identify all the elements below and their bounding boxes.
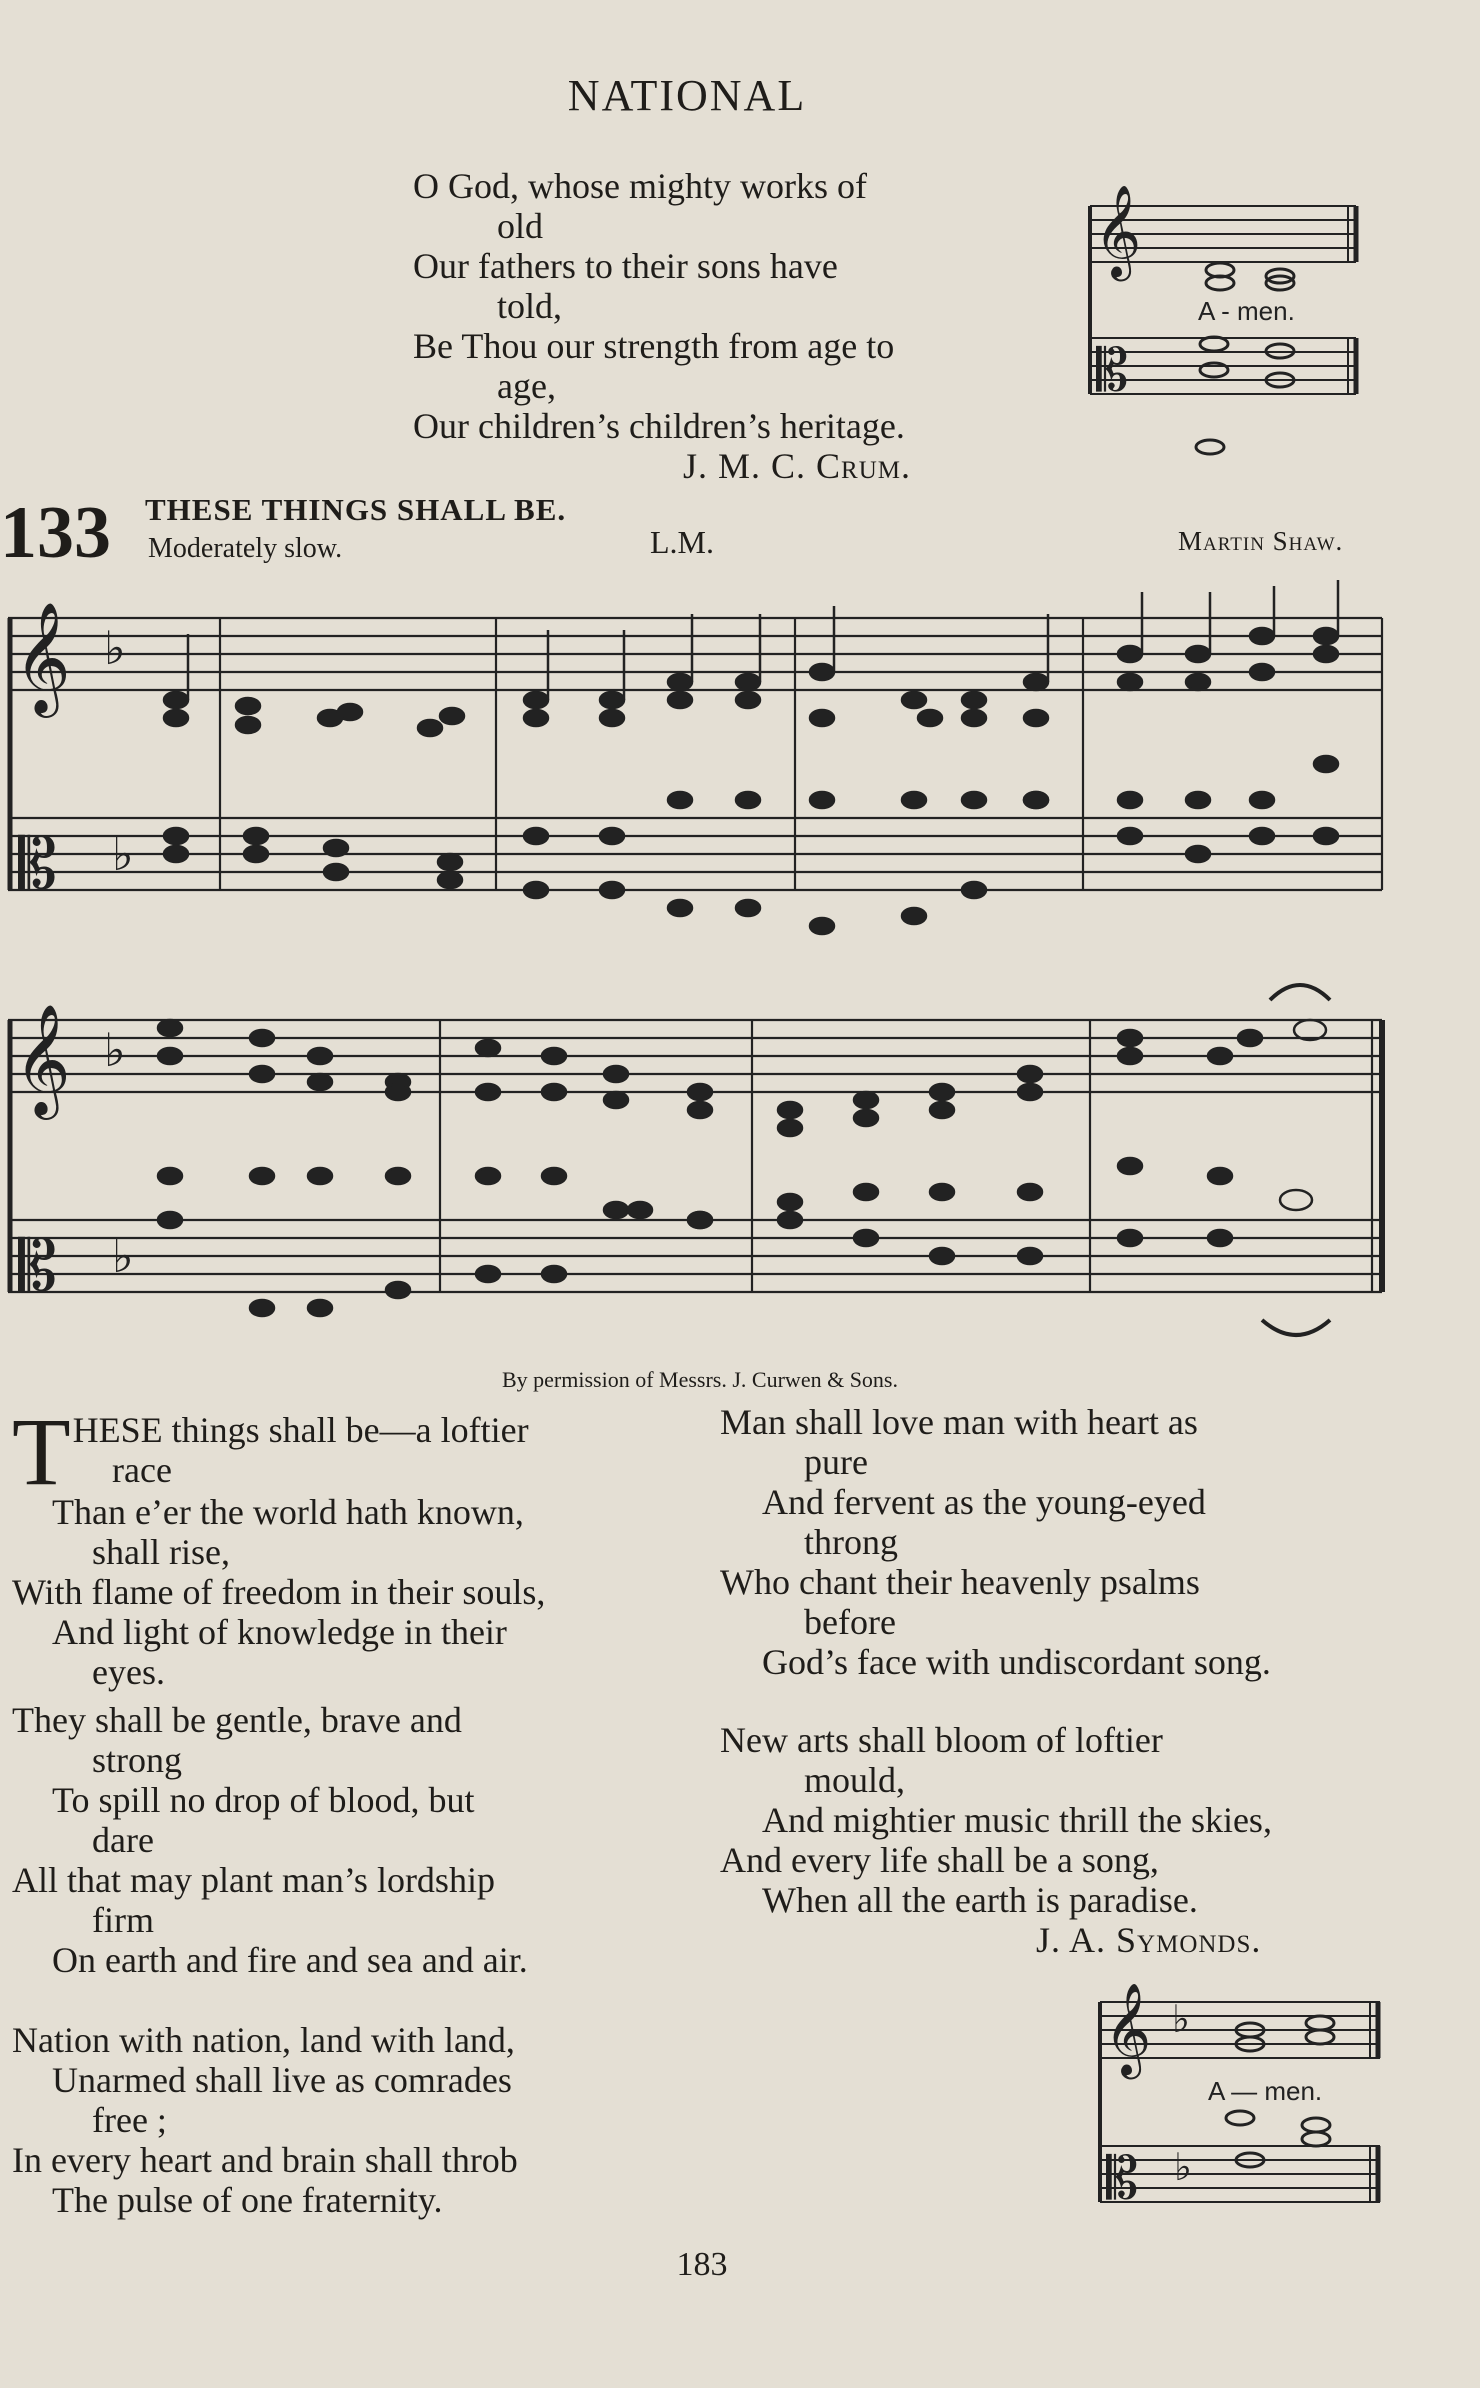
verse-line: The pulse of one fraternity.: [52, 2180, 443, 2220]
hymn-title: THESE THINGS SHALL BE.: [145, 492, 567, 527]
verse-line: And light of knowledge in their: [52, 1612, 507, 1652]
svg-text:♭: ♭: [104, 623, 126, 674]
verse-line: Than e’er the world hath known,: [52, 1492, 524, 1532]
verse-line: race: [112, 1450, 172, 1490]
verse-line: God’s face with undiscordant song.: [762, 1642, 1271, 1682]
svg-text:𝄞: 𝄞: [14, 601, 71, 713]
verse-line: Who chant their heavenly psalms: [720, 1562, 1200, 1602]
music-system-2: [0, 1000, 1390, 1370]
verse-line: free ;: [92, 2100, 167, 2140]
verse-line: With flame of freedom in their souls,: [12, 1572, 546, 1612]
amen-label: A - men.: [1198, 296, 1295, 326]
svg-text:♭: ♭: [1172, 1999, 1190, 2041]
running-title: NATIONAL: [567, 71, 807, 120]
stanza: [12, 1398, 664, 1700]
verse-line: Unarmed shall live as comrades: [52, 2060, 512, 2100]
verses-left-column: [12, 1398, 664, 2220]
svg-text:♭: ♭: [104, 1025, 126, 1076]
verse-line: Our fathers to their sons have: [413, 246, 838, 286]
svg-text:𝄞: 𝄞: [1094, 184, 1142, 277]
hymn-author: J. A. Symonds.: [1036, 1920, 1262, 1960]
stanza: [12, 1700, 664, 2020]
music-system-1: [0, 600, 1390, 930]
verse-line: All that may plant man’s lordship: [12, 1860, 495, 1900]
hymn-composer: Martin Shaw.: [1178, 526, 1344, 556]
svg-text:𝄡: 𝄡: [1106, 2144, 1139, 2212]
drop-cap: T: [12, 1398, 71, 1505]
amen-score-bottom: [1090, 1980, 1380, 2230]
stanza: [12, 2020, 664, 2220]
page-number: 183: [676, 2246, 728, 2283]
svg-text:𝄡: 𝄡: [1096, 336, 1129, 404]
verse-line: In every heart and brain shall throb: [12, 2140, 518, 2180]
verse-line: throng: [804, 1522, 898, 1562]
tempo-marking: Moderately slow.: [148, 533, 343, 564]
amen-score-top: [1080, 180, 1370, 460]
svg-text:𝄡: 𝄡: [18, 1225, 58, 1307]
verse-line: firm: [92, 1900, 154, 1940]
verse-line: shall rise,: [92, 1532, 230, 1572]
verse-line: old: [497, 206, 544, 246]
verse-line: HESE things shall be—a loftier: [72, 1410, 529, 1450]
verses-right-column: [720, 1402, 1380, 1960]
verse-line: And mightier music thrill the skies,: [762, 1800, 1272, 1840]
verse-line: eyes.: [92, 1652, 165, 1692]
permission-note: By permission of Messrs. J. Curwen & Sons.: [501, 1367, 898, 1392]
hymn-number: 133: [0, 492, 111, 574]
hymn-meter: L.M.: [650, 524, 714, 560]
verse-line: To spill no drop of blood, but: [52, 1780, 475, 1820]
verse-line: O God, whose mighty works of: [413, 166, 867, 206]
svg-text:𝄞: 𝄞: [14, 1003, 71, 1115]
verse-line: On earth and fire and sea and air.: [52, 1940, 528, 1980]
svg-text:♭: ♭: [112, 1231, 134, 1282]
amen-label: A — men.: [1208, 2076, 1323, 2106]
verse-line: before: [804, 1602, 896, 1642]
verse-line: dare: [92, 1820, 154, 1860]
svg-text:♭: ♭: [1174, 2147, 1192, 2189]
verse-line: New arts shall bloom of loftier: [720, 1720, 1163, 1760]
verse-line: age,: [497, 366, 556, 406]
verse-line: strong: [92, 1740, 182, 1780]
verse-line: pure: [804, 1442, 868, 1482]
verse-line: Man shall love man with heart as: [720, 1402, 1198, 1442]
verse-line: told,: [497, 286, 563, 326]
verse-line: When all the earth is paradise.: [762, 1880, 1198, 1920]
prev-hymn-verse: [413, 166, 1023, 486]
prev-hymn-author: J. M. C. Crum.: [683, 446, 912, 486]
svg-text:𝄡: 𝄡: [18, 823, 58, 905]
verse-line: Nation with nation, land with land,: [12, 2020, 515, 2060]
verse-line: They shall be gentle, brave and: [12, 1700, 462, 1740]
svg-text:♭: ♭: [112, 829, 134, 880]
stanza: [720, 1720, 1380, 1960]
verse-line: Our children’s children’s heritage.: [413, 406, 905, 446]
verse-line: Be Thou our strength from age to: [413, 326, 895, 366]
svg-text:𝄞: 𝄞: [1104, 1982, 1152, 2075]
verse-line: And fervent as the young-eyed: [762, 1482, 1206, 1522]
stanza: [720, 1402, 1380, 1720]
verse-line: And every life shall be a song,: [720, 1840, 1159, 1880]
verse-line: mould,: [804, 1760, 906, 1800]
